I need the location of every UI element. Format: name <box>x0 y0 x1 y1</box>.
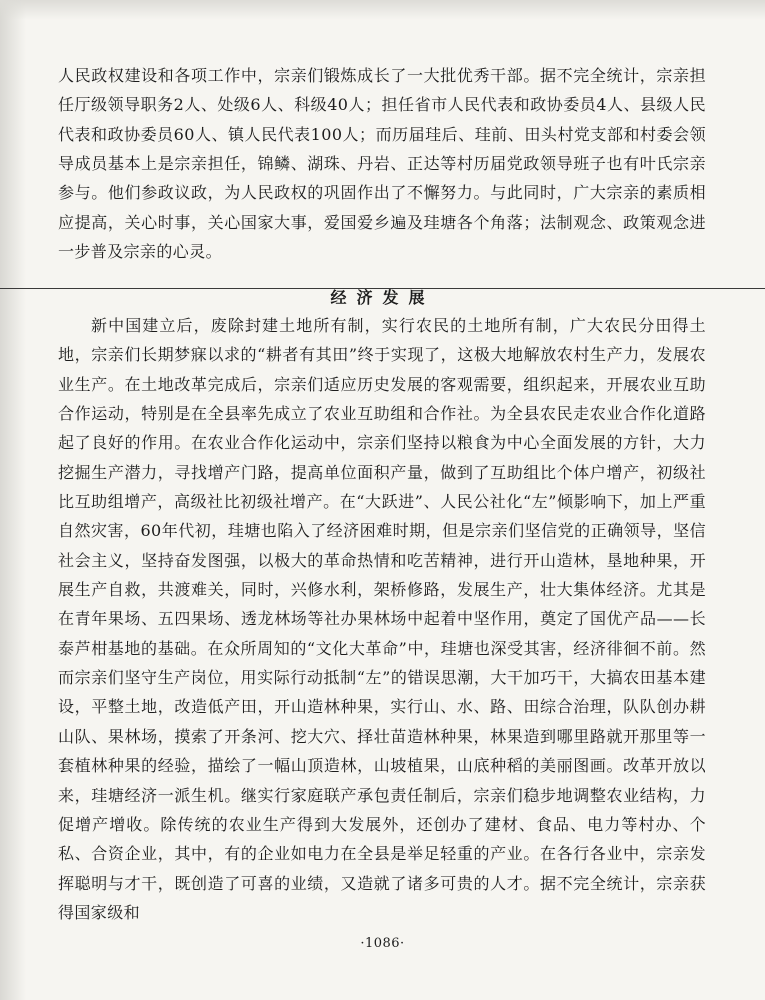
page-number: ·1086· <box>360 936 405 951</box>
paragraph-political-participation: 人民政权建设和各项工作中，宗亲们锻炼成长了一大批优秀干部。据不完全统计，宗亲担任厅级领导职务2人、处级6人、科级40人；担任省市人民代表和政协委员4人、县级人民代表和政协委员60人、镇人民代表100人；而历届珪后、珪前、田头村党支部和村委会领导成员基本上是宗亲担任，锦鳞、湖珠、丹岩、正达等村历届党政领导班子也有叶氏宗亲参与。他们参政议政，为人民政权的巩固作出了不懈努力。与此同时，广大宗亲的素质相应提高，关心时事，关心国家大事，爱国爱乡遍及珪塘各个角落；法制观念、政策观念进一步普及宗亲的心灵。 <box>58 66 706 262</box>
paragraph-economic-development: 新中国建立后，废除封建土地所有制，实行农民的土地所有制，广大农民分田得土地，宗亲们长期梦寐以求的“耕者有其田”终于实现了，这极大地解放农村生产力，发展农业生产。在土地改革完成后，宗亲们适应历史发展的客观需要，组织起来，开展农业互助合作运动，特别是在全县率先成立了农业互助组和合作社。为全县农民走农业合作化道路起了良好的作用。在农业合作化运动中，宗亲们坚持以粮食为中心全面发展的方针，大力挖掘生产潜力，寻找增产门路，提高单位面积产量，做到了互助组比个体户增产，初级社比互助组增产，高级社比初级社增产。在“大跃进”、人民公社化“左”倾影响下，加上严重自然灾害，60年代初，珪塘也陷入了经济困难时期，但是宗亲们坚信党的正确领导，坚信社会主义，坚持奋发图强，以极大的革命热情和吃苦精神，进行开山造林，垦地种果，开展生产自救，共渡难关，同时，兴修水利，架桥修路，发展生产，壮大集体经济。尤其是在青年果场、五四果场、透龙林场等社办果林场中起着中坚作用，奠定了国优产品——长泰芦柑基地的基础。在众所周知的“文化大革命”中，珪塘也深受其害，经济徘徊不前。然而宗亲们坚守生产岗位，用实际行动抵制“左”的错误思潮，大干加巧干，大搞农田基本建设，平整土地，改造低产田，开山造林种果，实行山、水、路、田综合治理，队队创办耕山队、果林场，摸索了开条河、挖大穴、择壮苗造林种果，林果造到哪里路就开那里等一套植林种果的经验，描绘了一幅山顶造林，山坡植果，山底种稻的美丽图画。改革开放以来，珪塘经济一派生机。继实行家庭联产承包责任制后，宗亲们稳步地调整农业结构，力促增产增收。除传统的农业生产得到大发展外，还创办了建材、食品、电力等村办、个私、合资企业，其中，有的企业如电力在全县是举足轻重的产业。在各行各业中，宗亲发挥聪明与才干，既创造了可喜的业绩，又造就了诸多可贵的人才。据不完全统计，宗亲获得国家级和 <box>58 316 706 922</box>
section-heading-economic-development: 经济发展 <box>330 288 435 307</box>
